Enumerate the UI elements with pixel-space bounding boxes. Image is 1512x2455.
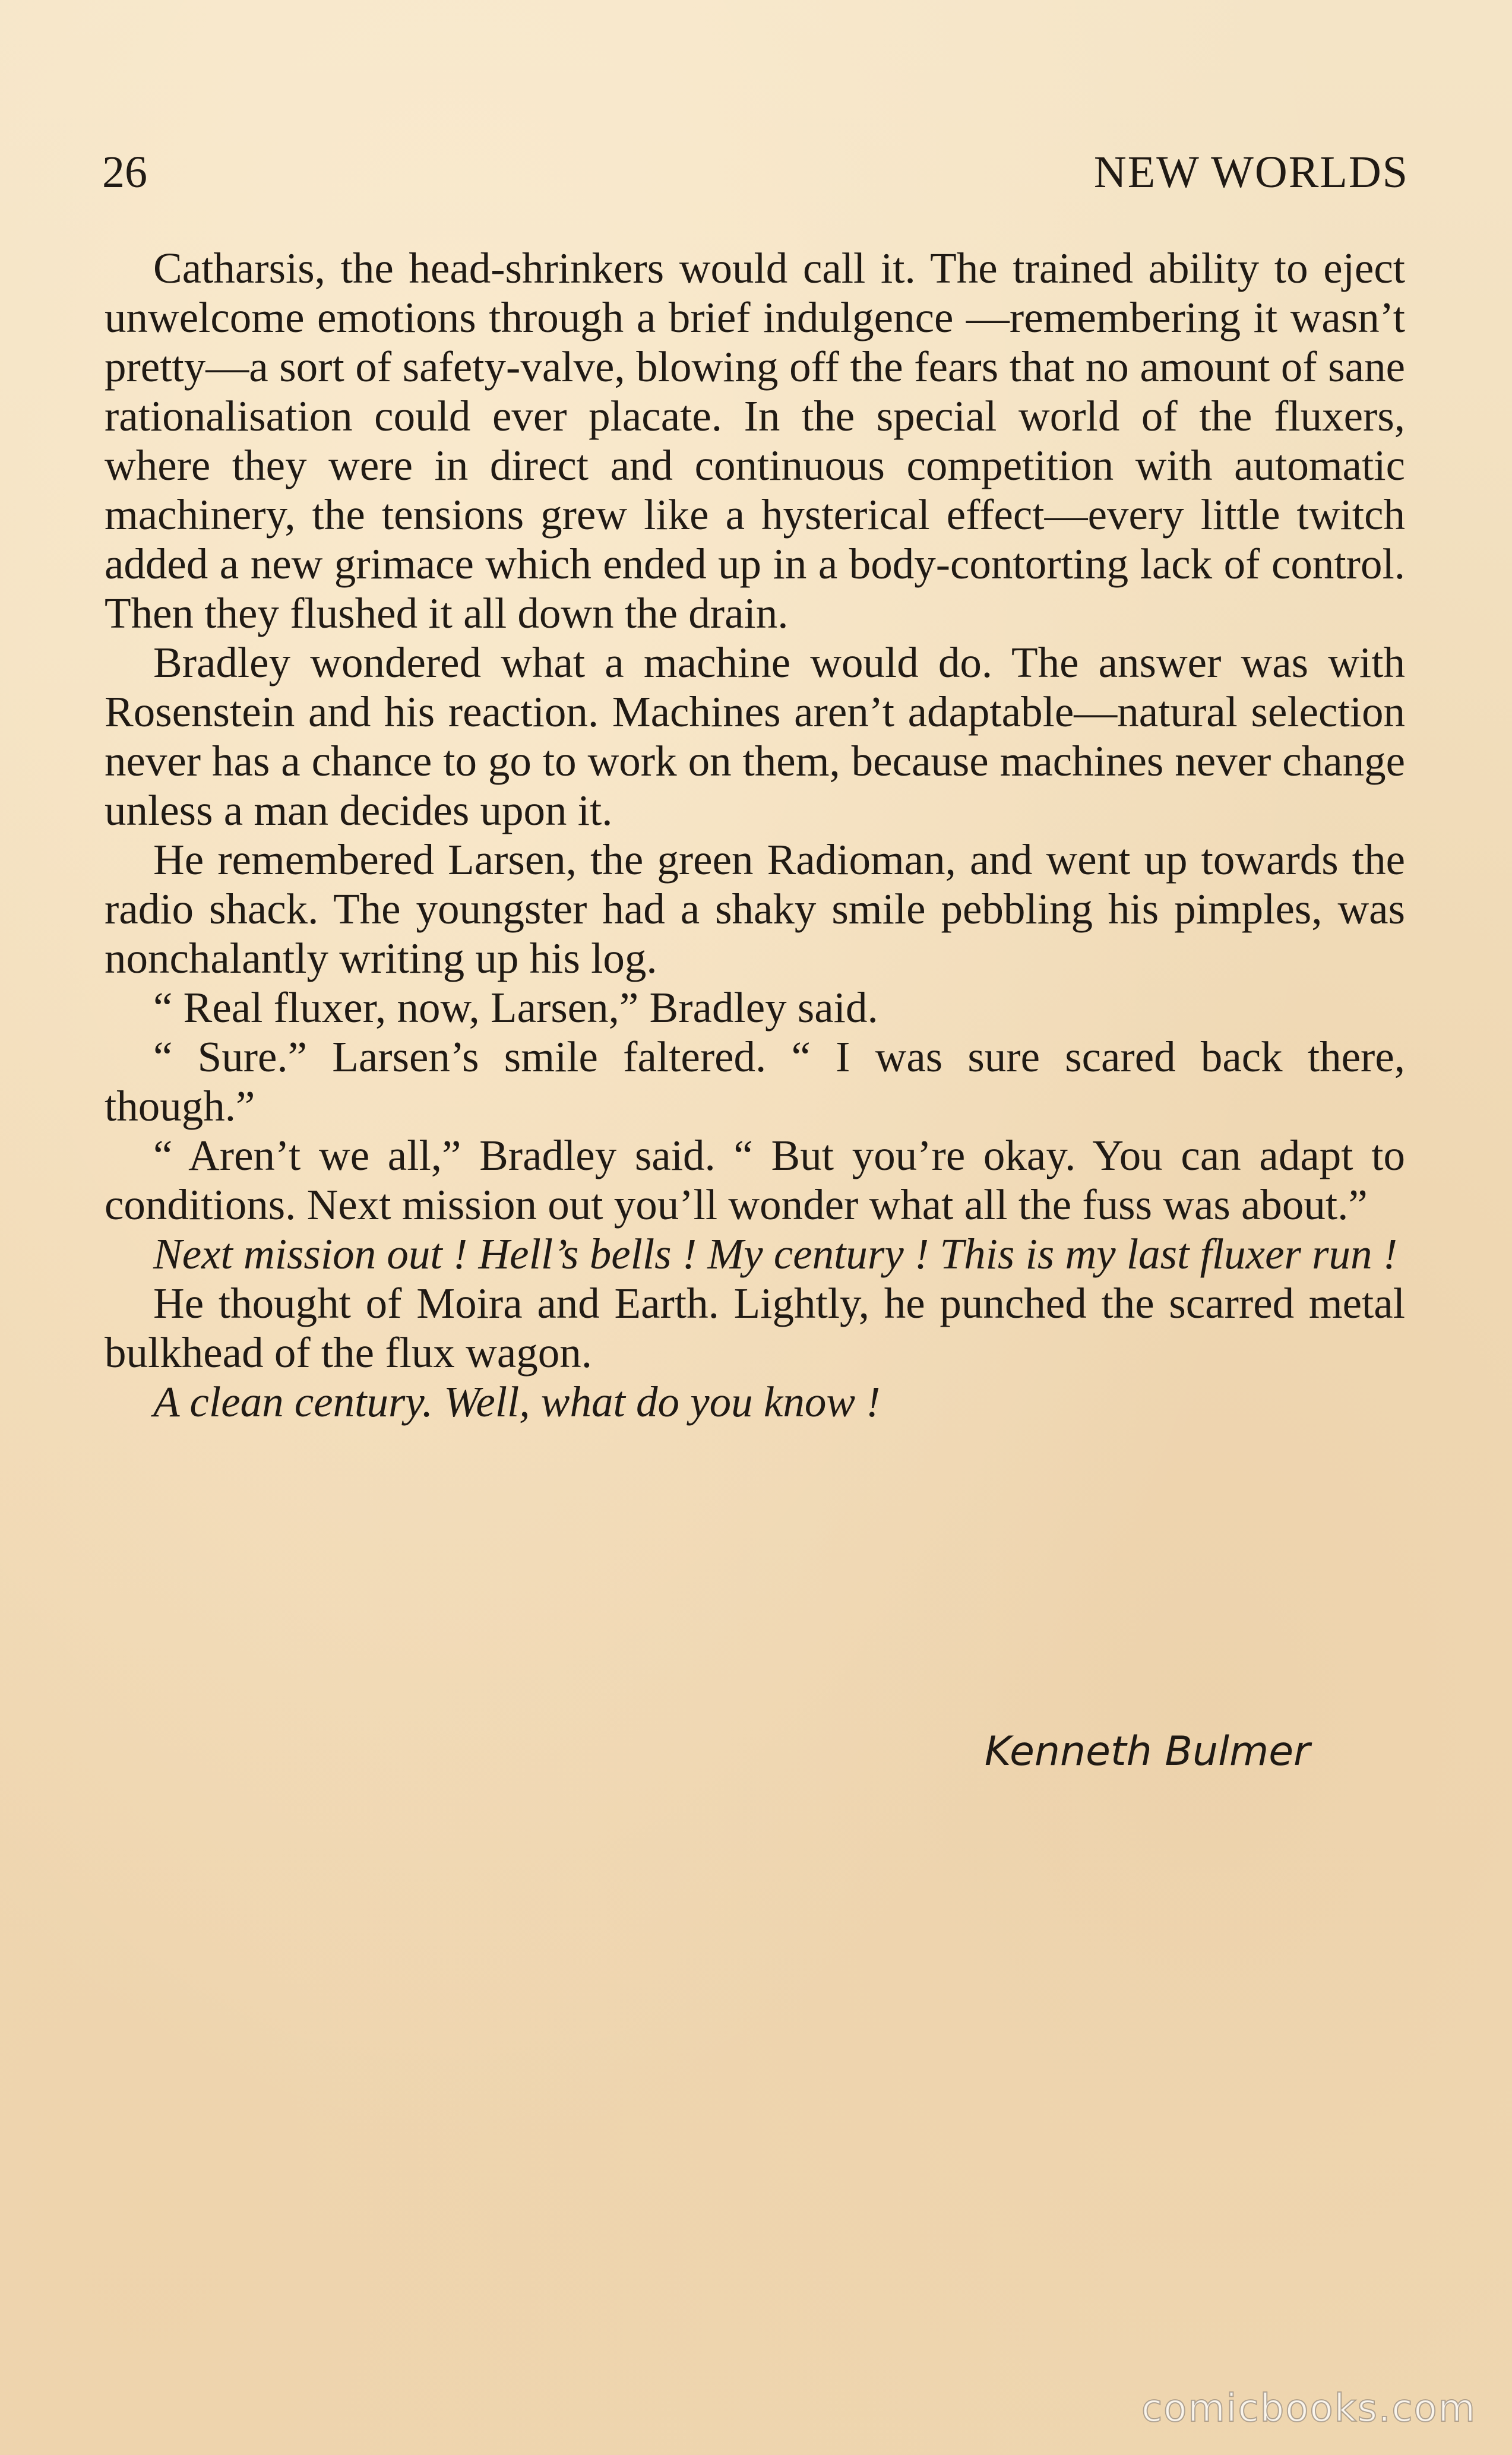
paragraph-moira-earth: He thought of Moira and Earth. Lightly, he punched the scarred metal bulkhead of the flux wagon. (105, 1279, 1405, 1377)
paragraph-next-mission: Next mission out ! Hell’s bells ! My century ! This is my last fluxer run ! (153, 1230, 1398, 1278)
paragraph-catharsis: Catharsis, the head-shrinkers would call it. The trained ability to eject unwelcome emotions through a brief indulgence —remembering it wasn’t pretty—a sort of safety-valve, blowing off the fears that no amount of sane rationalisation could ever placate. In the special world of the fluxers, where they were in direct and continuous competition with automatic machinery, the tensions grew like a hysterical effect—every little twitch added a new grimace which ended up in a body-contorting lack of control. Then they flushed it all down the drain. (105, 244, 1405, 637)
paragraph-clean-century: A clean century. Well, what do you know ! (153, 1378, 881, 1426)
story-text (105, 243, 1405, 1426)
page-number: 26 (102, 147, 147, 197)
paragraph-real-fluxer: “ Real fluxer, now, Larsen,” Bradley said. (153, 983, 878, 1032)
journal-title: NEW WORLDS (1093, 147, 1409, 197)
watermark: comicbooks.com (1141, 2387, 1476, 2431)
paragraph-remembered-larsen: He remembered Larsen, the green Radioman, and went up towards the radio shack. The youngster had a shaky smile pebbling his pimples, was nonchalantly writing up his log. (105, 836, 1405, 982)
running-head (102, 143, 1409, 202)
paragraph-arent-we-all: “ Aren’t we all,” Bradley said. “ But you’re okay. You can adapt to conditions. Next mission out you’ll wonder what all the fuss was about.” (105, 1131, 1405, 1229)
author-signature: Kenneth Bulmer (984, 1728, 1310, 1775)
paragraph-bradley-wondered: Bradley wondered what a machine would do. The answer was with Rosenstein and his reaction. Machines aren’t adaptable—natural selection never has a chance to go to work on them, because machines never change unless a man decides upon it. (105, 638, 1405, 834)
paragraph-sure: “ Sure.” Larsen’s smile faltered. “ I was sure scared back there, though.” (105, 1033, 1405, 1130)
